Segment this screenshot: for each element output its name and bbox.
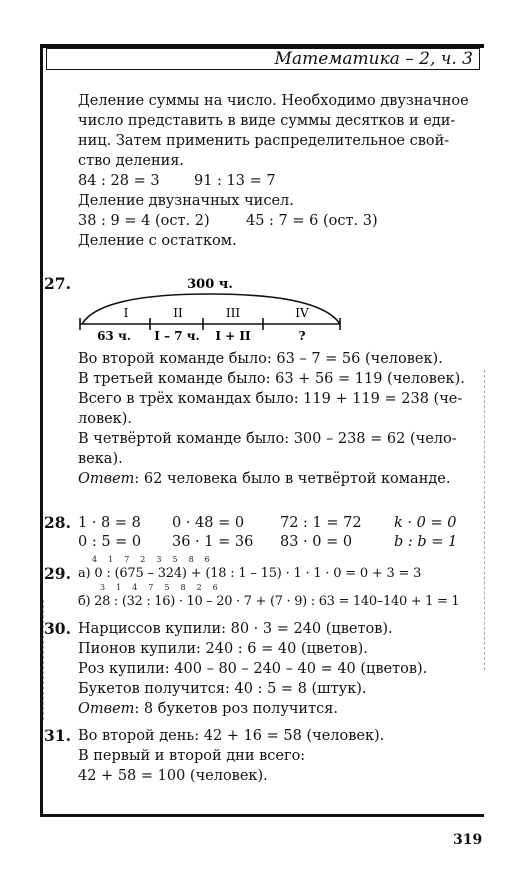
task-number: 27. xyxy=(44,274,71,293)
diagram-bottom-label: ? xyxy=(298,329,306,343)
diagram-top-label: IV xyxy=(295,306,309,320)
task-number: 28. xyxy=(44,513,71,532)
intro-line: Деление двузначных чисел. xyxy=(78,193,294,209)
intro-line: число представить в виде суммы десятков и еди- xyxy=(78,113,456,129)
diagram-bottom-label: I + II xyxy=(215,329,251,343)
equation: 1 · 8 = 8 xyxy=(78,515,141,531)
answer-text: : 62 человека было в четвёртой команде. xyxy=(134,471,451,487)
solution-line: В четвёртой команде было: 300 – 238 = 62 (чело- xyxy=(78,431,457,447)
order-of-operations-b: 31475826 xyxy=(100,583,229,592)
solution-line: Всего в трёх командах было: 119 + 119 = 238 (че- xyxy=(78,391,463,407)
answer-line xyxy=(78,700,338,718)
diagram-bottom-label: I – 7 ч. xyxy=(154,329,200,343)
intro-example: 91 : 13 = 7 xyxy=(194,173,276,189)
equation: 83 · 0 = 0 xyxy=(280,534,353,550)
answer-label: Ответ xyxy=(78,471,135,487)
task-number: 30. xyxy=(44,619,71,638)
intro-line: Деление с остатком. xyxy=(78,233,237,249)
header-title: Математика – 2, ч. 3 xyxy=(274,49,473,69)
page-number: 319 xyxy=(453,832,483,848)
solution-line: Букетов получится: 40 : 5 = 8 (штук). xyxy=(78,681,367,697)
intro-line: ниц. Затем применить распределительное свой- xyxy=(78,133,450,149)
solution-line: Нарциссов купили: 80 · 3 = 240 (цветов). xyxy=(78,621,393,637)
equation: b : b = 1 xyxy=(394,534,458,550)
order-of-operations-a: 41723586 xyxy=(92,555,221,564)
intro-example: 45 : 7 = 6 (ост. 3) xyxy=(246,213,378,229)
task-number: 31. xyxy=(44,726,71,745)
intro-line: Деление суммы на число. Необходимо двузначное xyxy=(78,93,469,109)
equation: 0 : 5 = 0 xyxy=(78,534,142,550)
equation: 72 : 1 = 72 xyxy=(280,515,362,531)
answer-label: Ответ xyxy=(78,701,135,717)
solution-line: Роз купили: 400 – 80 – 240 – 40 = 40 (цветов). xyxy=(78,661,428,677)
segment-diagram xyxy=(70,272,360,344)
equation: 36 · 1 = 36 xyxy=(172,534,254,550)
solution-line: ловек). xyxy=(78,411,133,427)
solution-line: Во второй день: 42 + 16 = 58 (человек). xyxy=(78,728,385,744)
solution-line: века). xyxy=(78,451,123,467)
answer-text: : 8 букетов роз получится. xyxy=(134,701,338,717)
expression-a: а) 0 : (675 – 324) + (18 : 1 – 15) · 1 · 1 · 0 = 0 + 3 = 3 xyxy=(78,566,422,581)
diagram-bottom-label: 63 ч. xyxy=(97,329,131,343)
intro-line: ство деления. xyxy=(78,153,185,169)
left-dashed-rule xyxy=(43,600,44,720)
equation: k · 0 = 0 xyxy=(394,515,457,531)
bottom-border xyxy=(40,814,484,817)
intro-example: 84 : 28 = 3 xyxy=(78,173,160,189)
header-box xyxy=(46,48,480,70)
right-dashed-rule xyxy=(484,370,485,670)
solution-line: 42 + 58 = 100 (человек). xyxy=(78,768,268,784)
diagram-top-label: I xyxy=(123,306,129,320)
solution-line: В первый и второй дни всего: xyxy=(78,748,306,764)
solution-line: Во второй команде было: 63 – 7 = 56 (человек). xyxy=(78,351,443,367)
answer-line xyxy=(78,470,450,488)
diagram-total-label: 300 ч. xyxy=(187,277,233,292)
expression-b: б) 28 : (32 : 16) · 10 – 20 · 7 + (7 · 9) : 63 = 140–140 + 1 = 1 xyxy=(78,594,460,609)
solution-line: Пионов купили: 240 : 6 = 40 (цветов). xyxy=(78,641,368,657)
diagram-top-label: III xyxy=(225,306,241,320)
intro-example: 38 : 9 = 4 (ост. 2) xyxy=(78,213,210,229)
task-number: 29. xyxy=(44,564,71,583)
diagram-top-label: II xyxy=(173,306,183,320)
solution-line: В третьей команде было: 63 + 56 = 119 (человек). xyxy=(78,371,465,387)
equation: 0 · 48 = 0 xyxy=(172,515,245,531)
